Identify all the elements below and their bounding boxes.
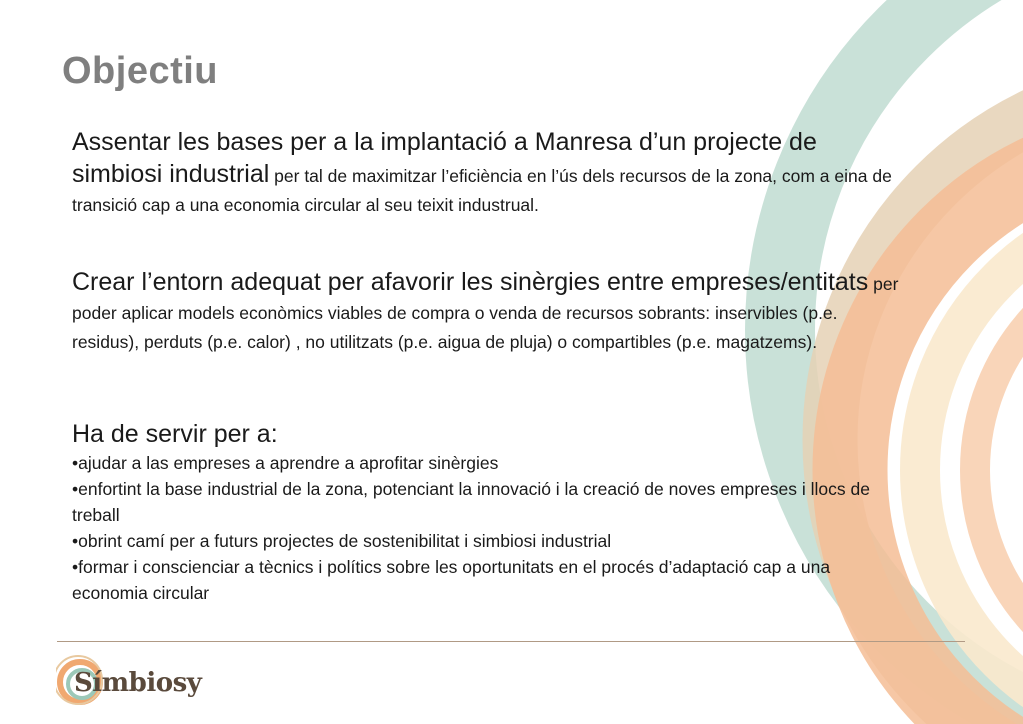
uses-section <box>72 418 902 606</box>
objective-paragraph-2 <box>72 268 902 358</box>
uses-heading: Ha de servir per a: <box>72 420 278 448</box>
list-item: •enfortint la base industrial de la zona, potenciant la innovació i la creació de noves empreses i llocs de treball <box>72 479 870 525</box>
paragraph-1-body: per tal de maximitzar l’eficiència en l’ús dels recursos de la zona, com a eina de transició cap a una economia circular al seu teixit industrual. <box>72 166 892 215</box>
list-item: •ajudar a las empreses a aprendre a aprofitar sinèrgies <box>72 453 499 473</box>
list-item: •obrint camí per a futurs projectes de sostenibilitat i simbiosi industrial <box>72 531 612 551</box>
objective-paragraph-1 <box>72 128 902 221</box>
paragraph-2-body: per poder aplicar models econòmics viables de compra o venda de recursos sobrants: inservibles (p.e. residus), perduts (p.e. calor) , no utilitzats (p.e. aigua de pluja) o compartibles (p.e. magatzems). <box>72 274 899 352</box>
footer-divider <box>57 641 965 642</box>
logo-text: Símbiosy <box>74 668 202 698</box>
list-item: •formar i conscienciar a tècnics i polítics sobre les oportunitats en el procés d’adaptació cap a una economia circular <box>72 557 831 603</box>
slide-content <box>72 128 902 603</box>
paragraph-2-lead: Crear l’entorn adequat per afavorir les sinèrgies entre empreses/entitats <box>72 268 869 296</box>
uses-list <box>72 450 902 606</box>
paragraph-1-lead: Assentar les bases per a la implantació a Manresa d’un projecte de simbiosi industrial <box>72 128 817 188</box>
slide-title: Objectiu <box>62 50 219 92</box>
